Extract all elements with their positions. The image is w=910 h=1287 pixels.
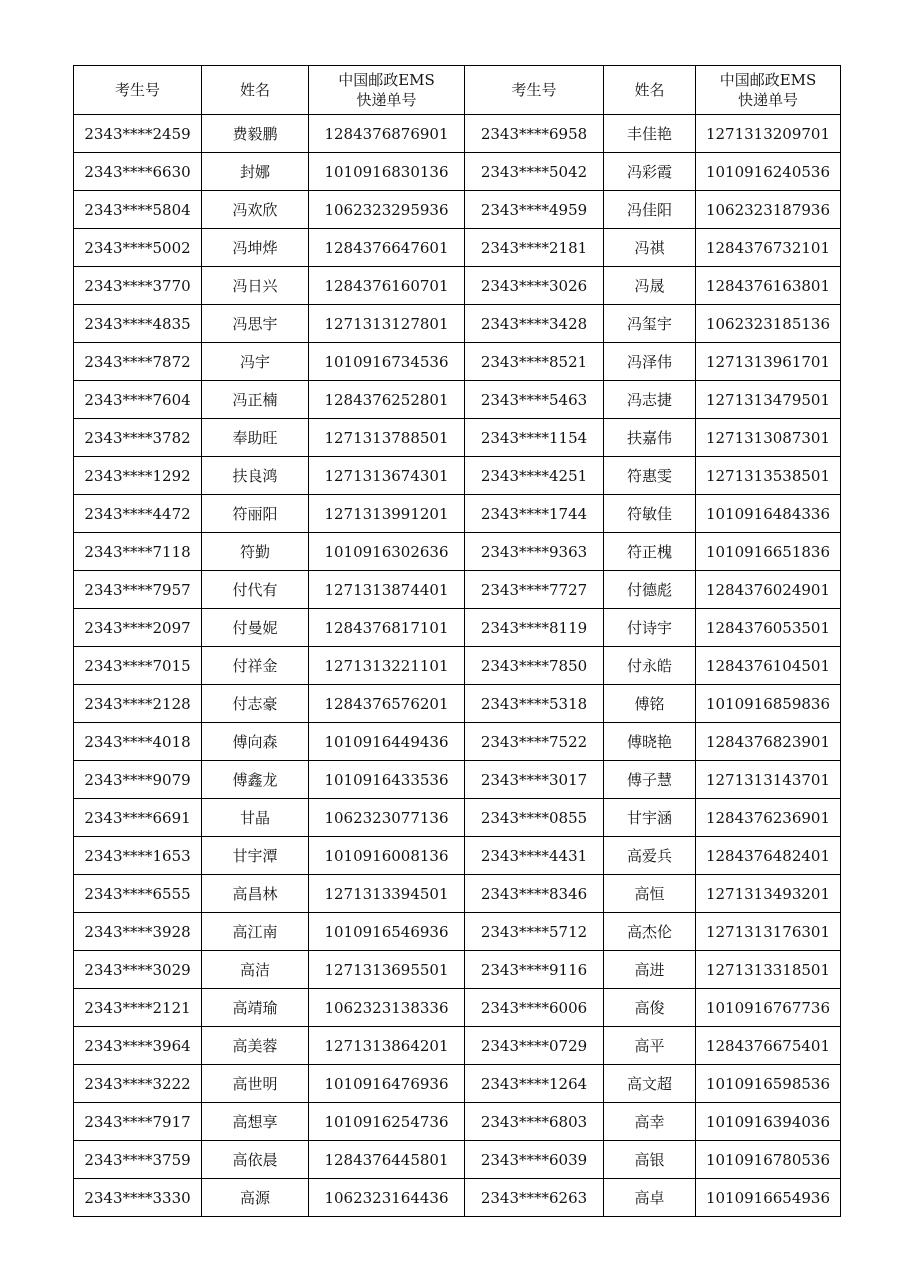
ems-number-cell: 1284376817101 xyxy=(309,609,465,647)
name-cell: 冯志捷 xyxy=(604,381,696,419)
table-row xyxy=(74,685,841,723)
exam-no-cell: 2343****8346 xyxy=(465,875,604,913)
name-cell: 傅向森 xyxy=(202,723,309,761)
name-cell: 高洁 xyxy=(202,951,309,989)
header-name: 姓名 xyxy=(202,66,309,115)
exam-no-cell: 2343****9079 xyxy=(74,761,202,799)
ems-number-cell: 1010916546936 xyxy=(309,913,465,951)
ems-number-cell: 1284376104501 xyxy=(696,647,841,685)
header-ems-line2: 快递单号 xyxy=(356,91,417,109)
table-row xyxy=(74,913,841,951)
name-cell: 封娜 xyxy=(202,153,309,191)
exam-no-cell: 2343****2121 xyxy=(74,989,202,1027)
exam-no-cell: 2343****1653 xyxy=(74,837,202,875)
table-row xyxy=(74,343,841,381)
ems-number-cell: 1062323185136 xyxy=(696,305,841,343)
name-cell: 高杰伦 xyxy=(604,913,696,951)
table-row xyxy=(74,229,841,267)
name-cell: 高想享 xyxy=(202,1103,309,1141)
exam-no-cell: 2343****7522 xyxy=(465,723,604,761)
name-cell: 冯玺宇 xyxy=(604,305,696,343)
table-body xyxy=(74,115,841,1217)
header-row xyxy=(74,66,841,115)
name-cell: 符正槐 xyxy=(604,533,696,571)
name-cell: 高世明 xyxy=(202,1065,309,1103)
table-row xyxy=(74,1103,841,1141)
ems-number-cell: 1271313127801 xyxy=(309,305,465,343)
ems-number-cell: 1010916254736 xyxy=(309,1103,465,1141)
name-cell: 高平 xyxy=(604,1027,696,1065)
name-cell: 付诗宇 xyxy=(604,609,696,647)
name-cell: 冯坤烨 xyxy=(202,229,309,267)
exam-no-cell: 2343****2459 xyxy=(74,115,202,153)
ems-number-cell: 1284376160701 xyxy=(309,267,465,305)
name-cell: 高银 xyxy=(604,1141,696,1179)
name-cell: 甘宇潭 xyxy=(202,837,309,875)
ems-number-cell: 1271313318501 xyxy=(696,951,841,989)
table-row xyxy=(74,115,841,153)
exam-no-cell: 2343****8119 xyxy=(465,609,604,647)
ems-number-cell: 1284376876901 xyxy=(309,115,465,153)
exam-no-cell: 2343****0855 xyxy=(465,799,604,837)
ems-number-cell: 1271313864201 xyxy=(309,1027,465,1065)
exam-no-cell: 2343****6006 xyxy=(465,989,604,1027)
name-cell: 傅铭 xyxy=(604,685,696,723)
ems-number-cell: 1010916449436 xyxy=(309,723,465,761)
ems-number-cell: 1271313961701 xyxy=(696,343,841,381)
table-row xyxy=(74,533,841,571)
table-row xyxy=(74,1027,841,1065)
ems-number-cell: 1062323295936 xyxy=(309,191,465,229)
exam-no-cell: 2343****7727 xyxy=(465,571,604,609)
ems-number-cell: 1271313695501 xyxy=(309,951,465,989)
table-row xyxy=(74,419,841,457)
exam-no-cell: 2343****3222 xyxy=(74,1065,202,1103)
table-row xyxy=(74,837,841,875)
name-cell: 高恒 xyxy=(604,875,696,913)
exam-no-cell: 2343****2097 xyxy=(74,609,202,647)
exam-no-cell: 2343****3782 xyxy=(74,419,202,457)
name-cell: 冯彩霞 xyxy=(604,153,696,191)
name-cell: 冯欢欣 xyxy=(202,191,309,229)
name-cell: 符敏佳 xyxy=(604,495,696,533)
ems-number-cell: 1010916654936 xyxy=(696,1179,841,1217)
header-ems-line1: 中国邮政EMS xyxy=(338,71,435,89)
exam-no-cell: 2343****6803 xyxy=(465,1103,604,1141)
ems-number-cell: 1271313394501 xyxy=(309,875,465,913)
name-cell: 冯日兴 xyxy=(202,267,309,305)
name-cell: 高依晨 xyxy=(202,1141,309,1179)
name-cell: 冯宇 xyxy=(202,343,309,381)
table-row xyxy=(74,381,841,419)
ems-number-cell: 1010916484336 xyxy=(696,495,841,533)
ems-number-cell: 1010916008136 xyxy=(309,837,465,875)
exam-no-cell: 2343****7604 xyxy=(74,381,202,419)
table-row xyxy=(74,723,841,761)
exam-no-cell: 2343****4472 xyxy=(74,495,202,533)
ems-number-cell: 1271313874401 xyxy=(309,571,465,609)
exam-no-cell: 2343****7015 xyxy=(74,647,202,685)
table-row xyxy=(74,1065,841,1103)
exam-no-cell: 2343****6555 xyxy=(74,875,202,913)
exam-no-cell: 2343****6958 xyxy=(465,115,604,153)
name-cell: 冯泽伟 xyxy=(604,343,696,381)
exam-no-cell: 2343****3759 xyxy=(74,1141,202,1179)
ems-number-cell: 1010916830136 xyxy=(309,153,465,191)
ems-tracking-table xyxy=(73,65,841,1217)
ems-number-cell: 1271313479501 xyxy=(696,381,841,419)
header-exam-no: 考生号 xyxy=(465,66,604,115)
ems-number-cell: 1010916433536 xyxy=(309,761,465,799)
exam-no-cell: 2343****6630 xyxy=(74,153,202,191)
ems-number-cell: 1284376675401 xyxy=(696,1027,841,1065)
exam-no-cell: 2343****1154 xyxy=(465,419,604,457)
exam-no-cell: 2343****3928 xyxy=(74,913,202,951)
exam-no-cell: 2343****7917 xyxy=(74,1103,202,1141)
ems-number-cell: 1010916859836 xyxy=(696,685,841,723)
ems-number-cell: 1284376647601 xyxy=(309,229,465,267)
exam-no-cell: 2343****6039 xyxy=(465,1141,604,1179)
table-row xyxy=(74,305,841,343)
exam-no-cell: 2343****3330 xyxy=(74,1179,202,1217)
name-cell: 丰佳艳 xyxy=(604,115,696,153)
name-cell: 付志豪 xyxy=(202,685,309,723)
table-row xyxy=(74,153,841,191)
ems-number-cell: 1062323138336 xyxy=(309,989,465,1027)
name-cell: 扶良鸿 xyxy=(202,457,309,495)
exam-no-cell: 2343****4018 xyxy=(74,723,202,761)
table-row xyxy=(74,191,841,229)
name-cell: 冯祺 xyxy=(604,229,696,267)
name-cell: 高爱兵 xyxy=(604,837,696,875)
name-cell: 高文超 xyxy=(604,1065,696,1103)
name-cell: 费毅鹏 xyxy=(202,115,309,153)
exam-no-cell: 2343****0729 xyxy=(465,1027,604,1065)
ems-number-cell: 1271313493201 xyxy=(696,875,841,913)
ems-number-cell: 1010916394036 xyxy=(696,1103,841,1141)
ems-number-cell: 1062323077136 xyxy=(309,799,465,837)
ems-number-cell: 1010916476936 xyxy=(309,1065,465,1103)
name-cell: 高美蓉 xyxy=(202,1027,309,1065)
name-cell: 高江南 xyxy=(202,913,309,951)
header-ems-number xyxy=(309,66,465,115)
ems-number-cell: 1284376445801 xyxy=(309,1141,465,1179)
table-row xyxy=(74,1141,841,1179)
exam-no-cell: 2343****5463 xyxy=(465,381,604,419)
ems-number-cell: 1284376576201 xyxy=(309,685,465,723)
name-cell: 冯佳阳 xyxy=(604,191,696,229)
name-cell: 符勤 xyxy=(202,533,309,571)
ems-number-cell: 1271313991201 xyxy=(309,495,465,533)
ems-number-cell: 1284376252801 xyxy=(309,381,465,419)
ems-number-cell: 1284376053501 xyxy=(696,609,841,647)
exam-no-cell: 2343****9116 xyxy=(465,951,604,989)
name-cell: 高幸 xyxy=(604,1103,696,1141)
name-cell: 傅子慧 xyxy=(604,761,696,799)
header-name: 姓名 xyxy=(604,66,696,115)
ems-number-cell: 1010916598536 xyxy=(696,1065,841,1103)
name-cell: 扶嘉伟 xyxy=(604,419,696,457)
table-row xyxy=(74,571,841,609)
table-row xyxy=(74,1179,841,1217)
name-cell: 高靖瑜 xyxy=(202,989,309,1027)
ems-number-cell: 1284376482401 xyxy=(696,837,841,875)
exam-no-cell: 2343****3026 xyxy=(465,267,604,305)
name-cell: 高俊 xyxy=(604,989,696,1027)
ems-number-cell: 1010916302636 xyxy=(309,533,465,571)
name-cell: 冯正楠 xyxy=(202,381,309,419)
ems-number-cell: 1271313221101 xyxy=(309,647,465,685)
ems-number-cell: 1271313143701 xyxy=(696,761,841,799)
table-row xyxy=(74,875,841,913)
ems-number-cell: 1284376024901 xyxy=(696,571,841,609)
name-cell: 甘晶 xyxy=(202,799,309,837)
name-cell: 高源 xyxy=(202,1179,309,1217)
exam-no-cell: 2343****5002 xyxy=(74,229,202,267)
exam-no-cell: 2343****4251 xyxy=(465,457,604,495)
exam-no-cell: 2343****7957 xyxy=(74,571,202,609)
name-cell: 付德彪 xyxy=(604,571,696,609)
name-cell: 冯思宇 xyxy=(202,305,309,343)
exam-no-cell: 2343****5804 xyxy=(74,191,202,229)
name-cell: 高卓 xyxy=(604,1179,696,1217)
exam-no-cell: 2343****3428 xyxy=(465,305,604,343)
exam-no-cell: 2343****3017 xyxy=(465,761,604,799)
name-cell: 甘宇涵 xyxy=(604,799,696,837)
header-ems-number xyxy=(696,66,841,115)
exam-no-cell: 2343****2128 xyxy=(74,685,202,723)
table-row xyxy=(74,989,841,1027)
name-cell: 符丽阳 xyxy=(202,495,309,533)
exam-no-cell: 2343****8521 xyxy=(465,343,604,381)
exam-no-cell: 2343****6263 xyxy=(465,1179,604,1217)
table-row xyxy=(74,495,841,533)
exam-no-cell: 2343****1292 xyxy=(74,457,202,495)
header-ems-line1: 中国邮政EMS xyxy=(719,71,817,89)
exam-no-cell: 2343****9363 xyxy=(465,533,604,571)
ems-number-cell: 1010916651836 xyxy=(696,533,841,571)
name-cell: 付祥金 xyxy=(202,647,309,685)
name-cell: 高昌林 xyxy=(202,875,309,913)
ems-number-cell: 1284376823901 xyxy=(696,723,841,761)
ems-number-cell: 1010916734536 xyxy=(309,343,465,381)
name-cell: 高进 xyxy=(604,951,696,989)
exam-no-cell: 2343****7118 xyxy=(74,533,202,571)
exam-no-cell: 2343****4431 xyxy=(465,837,604,875)
ems-number-cell: 1010916780536 xyxy=(696,1141,841,1179)
header-exam-no: 考生号 xyxy=(74,66,202,115)
exam-no-cell: 2343****1744 xyxy=(465,495,604,533)
ems-number-cell: 1271313788501 xyxy=(309,419,465,457)
name-cell: 符惠雯 xyxy=(604,457,696,495)
exam-no-cell: 2343****4959 xyxy=(465,191,604,229)
ems-number-cell: 1284376732101 xyxy=(696,229,841,267)
table-row xyxy=(74,609,841,647)
ems-number-cell: 1284376163801 xyxy=(696,267,841,305)
exam-no-cell: 2343****5318 xyxy=(465,685,604,723)
exam-no-cell: 2343****2181 xyxy=(465,229,604,267)
ems-number-cell: 1284376236901 xyxy=(696,799,841,837)
ems-number-cell: 1062323164436 xyxy=(309,1179,465,1217)
table-row xyxy=(74,457,841,495)
header-ems-line2: 快递单号 xyxy=(737,91,798,109)
exam-no-cell: 2343****5042 xyxy=(465,153,604,191)
name-cell: 傅鑫龙 xyxy=(202,761,309,799)
table-row xyxy=(74,267,841,305)
ems-number-cell: 1010916240536 xyxy=(696,153,841,191)
name-cell: 傅晓艳 xyxy=(604,723,696,761)
ems-number-cell: 1271313538501 xyxy=(696,457,841,495)
ems-number-cell: 1062323187936 xyxy=(696,191,841,229)
ems-number-cell: 1271313209701 xyxy=(696,115,841,153)
table-row xyxy=(74,951,841,989)
ems-number-cell: 1271313176301 xyxy=(696,913,841,951)
exam-no-cell: 2343****5712 xyxy=(465,913,604,951)
exam-no-cell: 2343****3029 xyxy=(74,951,202,989)
name-cell: 付代有 xyxy=(202,571,309,609)
name-cell: 付曼妮 xyxy=(202,609,309,647)
table-row xyxy=(74,761,841,799)
exam-no-cell: 2343****6691 xyxy=(74,799,202,837)
table-row xyxy=(74,647,841,685)
ems-number-cell: 1010916767736 xyxy=(696,989,841,1027)
exam-no-cell: 2343****3964 xyxy=(74,1027,202,1065)
name-cell: 冯晟 xyxy=(604,267,696,305)
name-cell: 付永皓 xyxy=(604,647,696,685)
exam-no-cell: 2343****7850 xyxy=(465,647,604,685)
ems-number-cell: 1271313087301 xyxy=(696,419,841,457)
exam-no-cell: 2343****4835 xyxy=(74,305,202,343)
exam-no-cell: 2343****1264 xyxy=(465,1065,604,1103)
name-cell: 奉助旺 xyxy=(202,419,309,457)
ems-number-cell: 1271313674301 xyxy=(309,457,465,495)
table-row xyxy=(74,799,841,837)
exam-no-cell: 2343****3770 xyxy=(74,267,202,305)
exam-no-cell: 2343****7872 xyxy=(74,343,202,381)
